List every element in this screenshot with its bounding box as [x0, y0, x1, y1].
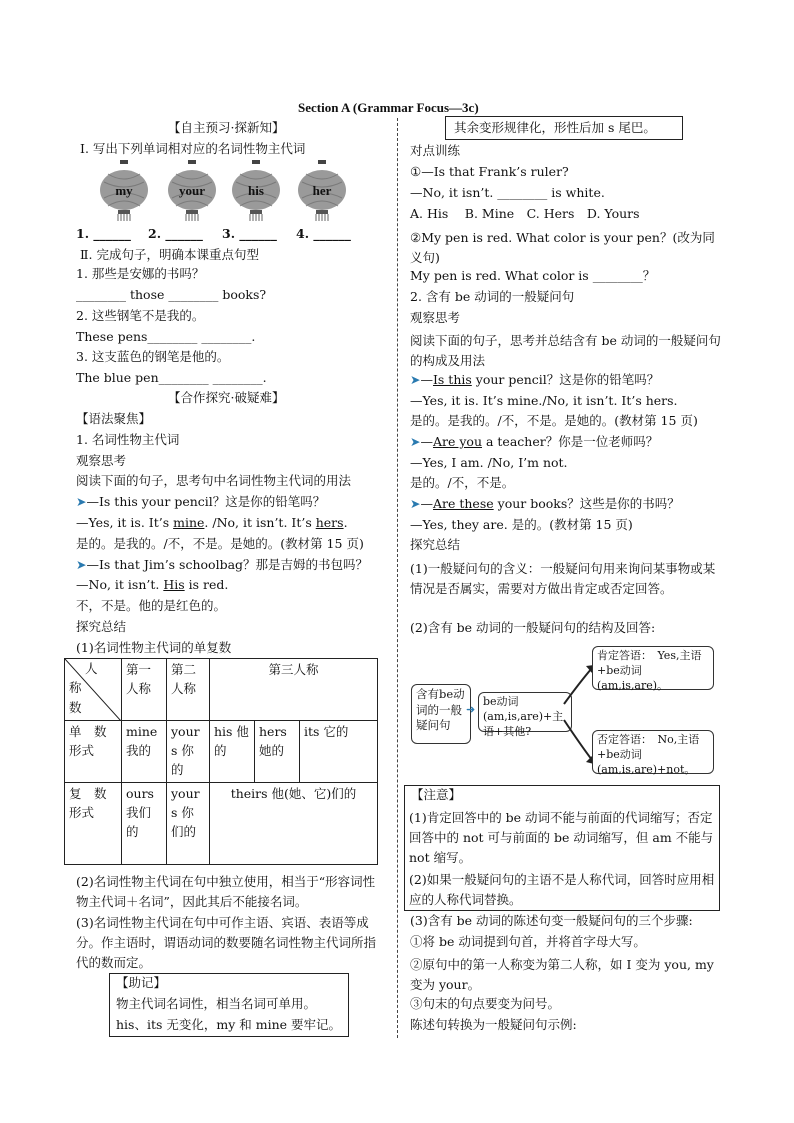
- lantern-icon: [98, 160, 150, 222]
- be-example-3-answer: —Yes, they are. 是的。(教材第 15 页): [410, 517, 633, 532]
- q1-blank-3[interactable]: 3. ______: [222, 226, 277, 241]
- sentence-3-en[interactable]: The blue pen________ ________.: [76, 370, 267, 385]
- be-example-1-question: ➤—Is this your pencil？这是你的铅笔吗？: [410, 372, 660, 387]
- practice-label: 对点训练: [410, 143, 461, 158]
- be-example-1-cn: 是的。是我的。/不，不是。是她的。(教材第 15 页): [410, 413, 698, 428]
- lantern-label: her: [312, 183, 332, 198]
- sentence-3-cn: 3. 这支蓝色的钢笔是他的。: [76, 349, 230, 364]
- conversion-example-label: 陈述句转换为一般疑问句示例:: [410, 1017, 577, 1032]
- memo-line-1: 物主代词名词性，相当名词可单用。: [116, 996, 317, 1011]
- sentence-1-en[interactable]: ________ those ________ books?: [76, 287, 267, 302]
- cell-its: its 它的: [300, 721, 378, 783]
- summary-2: (2)名词性物主代词在句中独立使用，相当于“形容词性物主代词＋名词”，因此其后不能接名词。: [76, 874, 376, 909]
- lantern-icon: [230, 160, 282, 222]
- note-1: (1)肯定回答中的 be 动词不能与前面的代词缩写；否定回答中的 not 可与前面的 be 动词缩写，但 am 不能与 not 缩写。: [409, 810, 714, 865]
- be-example-2-answer: —Yes, I am. /No, I’m not.: [410, 455, 568, 470]
- be-example-3-question: ➤—Are these your books？这些是你的书吗？: [410, 496, 680, 511]
- cell-mine: mine 我的: [122, 721, 167, 783]
- cell-theirs: theirs 他(她、它)们的: [210, 783, 378, 865]
- practice-2-answer[interactable]: My pen is red. What color is ________？: [410, 268, 656, 283]
- q1-blank-4[interactable]: 4. ______: [296, 226, 351, 241]
- observe-label: 观察思考: [76, 453, 127, 468]
- lantern-icon: [166, 160, 218, 222]
- lantern-icon: [296, 160, 348, 222]
- step-2: ②原句中的第一人称变为第二人称，如 I 变为 you, my 变为 your。: [410, 957, 714, 992]
- column-divider: [397, 118, 398, 1038]
- sentence-2-en[interactable]: These pens________ ________.: [76, 329, 256, 344]
- practice-1-answer[interactable]: —No, it isn’t. ________ is white.: [410, 185, 605, 200]
- q1-blank-1[interactable]: 1. ______: [76, 226, 131, 241]
- example-1-answer: —Yes, it is. It’s mine. /No, it isn’t. It’s hers.: [76, 515, 348, 530]
- example-1-cn: 是的。是我的。/不，不是。是她的。(教材第 15 页): [76, 536, 364, 551]
- cell-yours-plural: yours 你们的: [167, 783, 210, 865]
- arrow-right-icon: ➜: [466, 703, 476, 716]
- pointer-icon: ➤: [76, 494, 87, 509]
- summary-r1: (1)一般疑问句的含义：一般疑问句用来询问某事物或某情况是否属实，需要对方做出肯定或否定回答。: [410, 561, 716, 596]
- step-3: ③句末的句点要变为问号。: [410, 996, 561, 1011]
- row-plural-label: 复 数形式: [65, 783, 122, 865]
- branch-arrows-icon: [562, 660, 596, 770]
- lantern-label: your: [179, 183, 205, 198]
- memo-line-2: his、its 无变化，my 和 mine 要牢记。: [116, 1017, 342, 1032]
- grammar-2-title: 2. 含有 be 动词的一般疑问句: [410, 289, 575, 304]
- summary-r3: (3)含有 be 动词的陈述句变一般疑问句的三个步骤:: [410, 913, 693, 928]
- explore-header: 【合作探究·破疑难】: [168, 390, 285, 405]
- example-1-question: ➤—Is this your pencil？这是你的铅笔吗？: [76, 494, 326, 509]
- observe-text-2: 阅读下面的句子，思考并总结含有 be 动词的一般疑问句的构成及用法: [410, 333, 721, 368]
- be-example-1-answer: —Yes, it is. It’s mine./No, it isn’t. It’s hers.: [410, 393, 678, 408]
- rule-box: 其余变形规律化，形性后加 s 尾巴。: [445, 116, 683, 140]
- pointer-icon: ➤: [76, 557, 87, 572]
- grammar-header: 【语法聚焦】: [76, 411, 152, 426]
- example-2-answer: —No, it isn’t. His is red.: [76, 577, 229, 592]
- note-title: 【注意】: [411, 787, 462, 802]
- lantern-label: his: [248, 183, 264, 198]
- table-corner: 人 称 数: [65, 659, 122, 721]
- cell-his: his 他的: [210, 721, 255, 783]
- step-1: ①将 be 动词提到句首，并将首字母大写。: [410, 934, 646, 949]
- summary-3: (3)名词性物主代词在句中可作主语、宾语、表语等成分。作主语时，谓语动词的数要随名词性物主代词所指代的数而定。: [76, 915, 377, 970]
- pronoun-table: [64, 658, 378, 865]
- sentence-1-cn: 1. 那些是安娜的书吗？: [76, 266, 205, 281]
- summary-r2: (2)含有 be 动词的一般疑问句的结构及回答:: [410, 620, 656, 635]
- flow-negative: 否定答语： No,主语+be动词(am,is,are)+not。: [592, 730, 714, 774]
- cell-ours: ours 我们的: [122, 783, 167, 865]
- cell-yours: yours 你的: [167, 721, 210, 783]
- header-third-person: 第三人称: [210, 659, 378, 721]
- q2-title: Ⅱ. 完成句子，明确本课重点句型: [80, 247, 259, 262]
- be-example-2-cn: 是的。/不，不是。: [410, 475, 515, 490]
- memo-title: 【助记】: [116, 975, 167, 990]
- sentence-2-cn: 2. 这些钢笔不是我的。: [76, 308, 205, 323]
- summary-1: (1)名词性物主代词的单复数: [76, 640, 232, 655]
- lantern-label: my: [115, 183, 133, 198]
- header-first-person: 第一人称: [122, 659, 167, 721]
- note-2: (2)如果一般疑问句的主语不是人称代词，回答时应用相应的人称代词替换。: [409, 872, 715, 907]
- memo-box: [109, 973, 349, 1037]
- preview-header: 【自主预习·探新知】: [168, 120, 285, 135]
- q1-title: Ⅰ. 写出下列单词相对应的名词性物主代词: [80, 141, 306, 156]
- pointer-icon: ➤: [410, 496, 421, 511]
- flow-start: 含有be动词的一般疑问句: [411, 684, 471, 744]
- q1-blank-2[interactable]: 2. ______: [148, 226, 203, 241]
- flow-middle: be动词(am,is,are)+主语+其他?: [478, 692, 572, 732]
- observe-label-2: 观察思考: [410, 310, 461, 325]
- grammar-1-title: 1. 名词性物主代词: [76, 432, 180, 447]
- header-second-person: 第二人称: [167, 659, 210, 721]
- observe-text: 阅读下面的句子，思考句中名词性物主代词的用法: [76, 473, 352, 488]
- practice-2-question: ②My pen is red. What color is your pen？(改为同义句): [410, 230, 715, 265]
- example-2-question: ➤—Is that Jim’s schoolbag？那是吉姆的书包吗？: [76, 557, 369, 572]
- practice-1-question: ①—Is that Frank’s ruler?: [410, 164, 569, 179]
- cell-hers: hers 她的: [255, 721, 300, 783]
- practice-1-options[interactable]: A. His B. Mine C. Hers D. Yours: [410, 206, 640, 221]
- note-box: [404, 785, 720, 911]
- summary-label-2: 探究总结: [410, 537, 461, 552]
- example-2-cn: 不，不是。他的是红色的。: [76, 598, 227, 613]
- pointer-icon: ➤: [410, 434, 421, 449]
- flow-positive: 肯定答语： Yes,主语+be动词(am,is,are)。: [592, 646, 714, 690]
- row-singular-label: 单 数形式: [65, 721, 122, 783]
- page-title: Section A (Grammar Focus—3c): [298, 100, 479, 115]
- summary-label: 探究总结: [76, 619, 127, 634]
- pointer-icon: ➤: [410, 372, 421, 387]
- be-example-2-question: ➤—Are you a teacher？你是一位老师吗？: [410, 434, 659, 449]
